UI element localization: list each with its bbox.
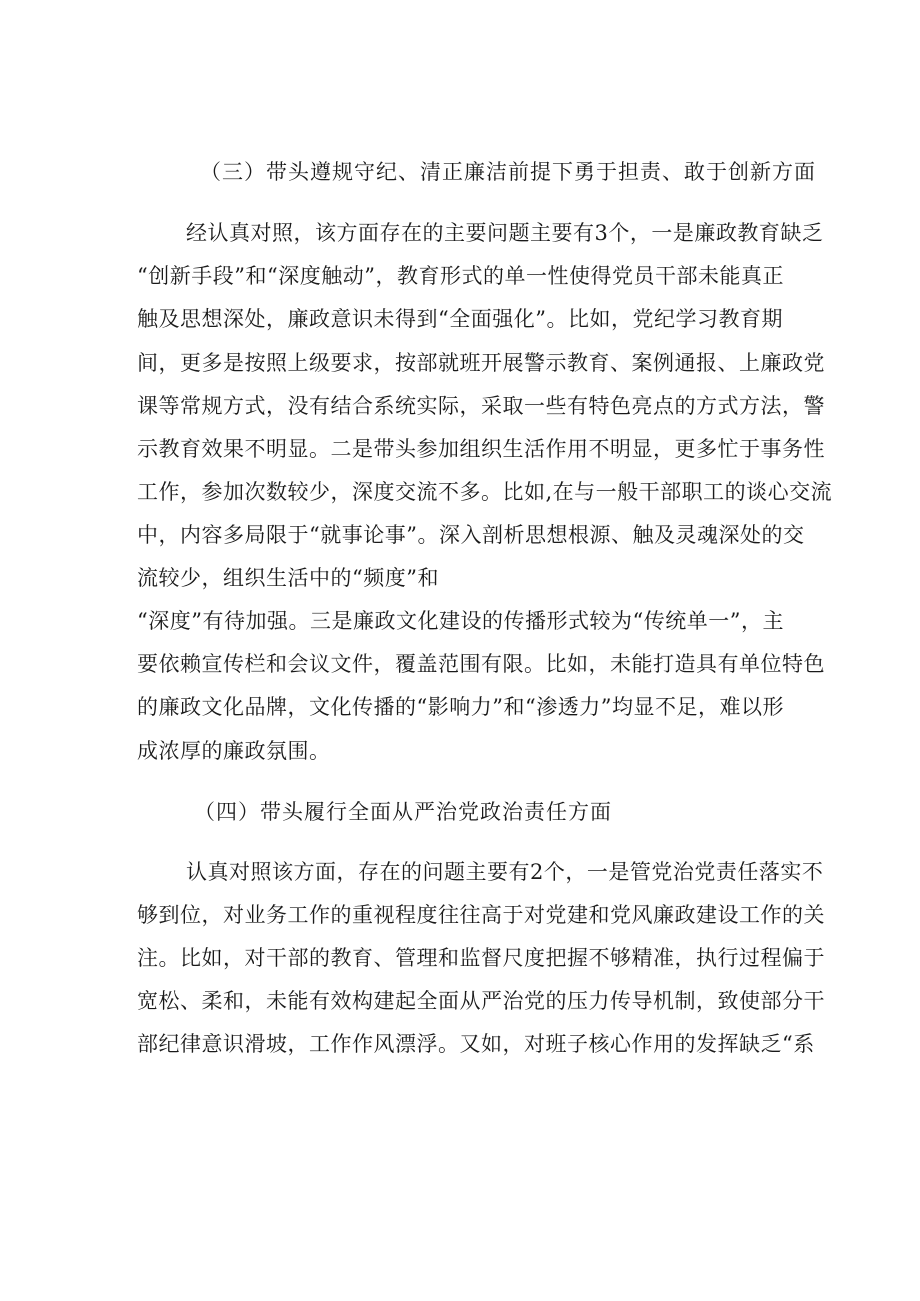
- paragraph-line: “深度”有待加强。三是廉政文化建设的传播形式较为“传统单一”，主: [137, 609, 784, 633]
- paragraph-line: 中，内容多局限于“就事论事”。深入剖析思想根源、触及灵魂深处的交: [137, 523, 805, 547]
- paragraph-line: 认真对照该方面，存在的问题主要有2个，一是管党治党责任落实不: [186, 860, 824, 884]
- paragraph-line: 的廉政文化品牌，文化传播的“影响力”和“渗透力”均显不足，难以形: [137, 695, 784, 719]
- paragraph-line: 间，更多是按照上级要求，按部就班开展警示教育、案例通报、上廉政党: [137, 351, 825, 375]
- paragraph-line: 成浓厚的廉政氛围。: [137, 739, 331, 763]
- section-heading-4: （四）带头履行全面从严治党政治责任方面: [194, 800, 612, 824]
- paragraph-line: 要依赖宣传栏和会议文件，覆盖范围有限。比如，未能打造具有单位特色: [137, 652, 825, 676]
- paragraph-line: “创新手段”和“深度触动”，教育形式的单一性使得党员干部未能真正: [137, 264, 784, 288]
- paragraph-line: 流较少，组织生活中的“频度”和: [137, 566, 439, 590]
- paragraph-line: 触及思想深处，廉政意识未得到“全面强化”。比如，党纪学习教育期: [137, 307, 783, 331]
- paragraph-line: 示教育效果不明显。二是带头参加组织生活作用不明显，更多忙于事务性: [137, 437, 825, 461]
- section-heading-3: （三）带头遵规守纪、清正廉洁前提下勇于担责、敢于创新方面: [200, 160, 816, 184]
- paragraph-line: 注。比如，对干部的教育、管理和监督尺度把握不够精准，执行过程偏于: [137, 946, 825, 970]
- paragraph-line: 宽松、柔和，未能有效构建起全面从严治党的压力传导机制，致使部分干: [137, 989, 825, 1013]
- paragraph-line: 够到位，对业务工作的重视程度往往高于对党建和党风廉政建设工作的关: [137, 903, 825, 927]
- paragraph-line: 课等常规方式，没有结合系统实际，采取一些有特色亮点的方式方法，警: [137, 394, 825, 418]
- paragraph-line: 部纪律意识滑坡，工作作风漂浮。又如，对班子核心作用的发挥缺乏“系: [137, 1032, 815, 1056]
- paragraph-line: 经认真对照，该方面存在的主要问题主要有3个，一是廉政教育缺乏: [186, 221, 824, 245]
- paragraph-line: 工作，参加次数较少，深度交流不多。比如,在与一般干部职工的谈心交流: [137, 480, 833, 504]
